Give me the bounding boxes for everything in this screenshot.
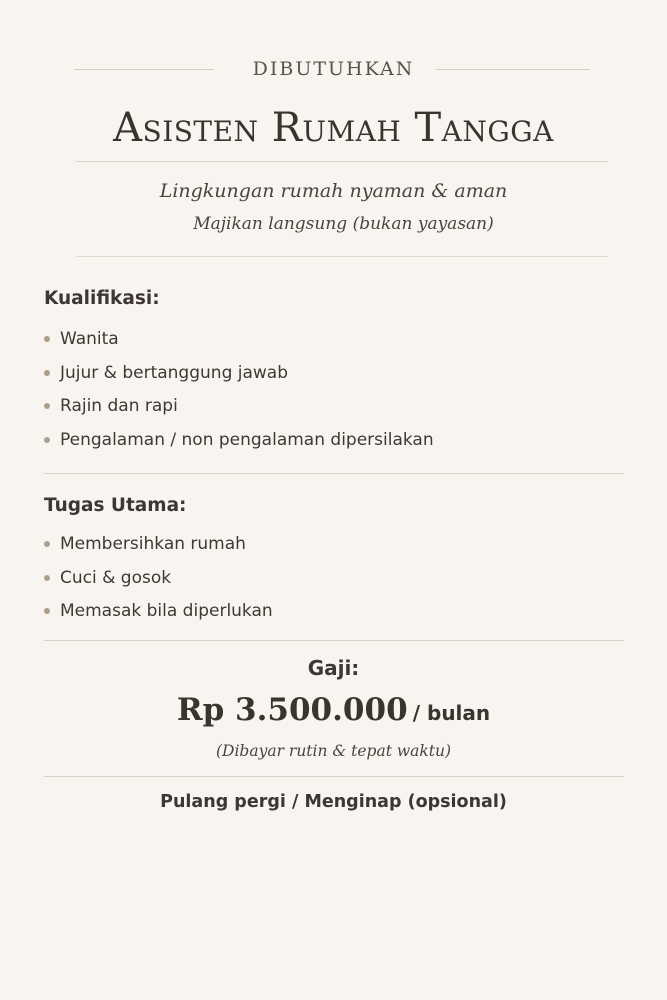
intro-line-1: Lingkungan rumah nyaman & aman	[159, 180, 508, 202]
kicker-row	[0, 58, 667, 82]
salary-note: (Dibayar rutin & tepat waktu)	[215, 742, 452, 760]
kicker-text: DIBUTUHKAN	[252, 58, 415, 80]
duties-list	[44, 533, 273, 634]
duties-heading: Tugas Utama:	[44, 495, 187, 516]
kicker-divider-right	[436, 69, 590, 70]
divider	[44, 473, 624, 474]
list-item-text: Jujur & bertanggung jawab	[60, 362, 289, 383]
list-item-text: Cuci & gosok	[60, 567, 172, 588]
divider	[76, 256, 608, 257]
list-item-text: Rajin dan rapi	[60, 396, 178, 416]
salary-amount: Rp 3.500.000	[176, 692, 408, 728]
list-item	[44, 328, 434, 362]
bullet-icon	[44, 370, 50, 376]
qualifications-heading: Kualifikasi:	[44, 288, 160, 309]
divider	[76, 161, 608, 162]
list-item	[44, 429, 434, 463]
bullet-icon	[44, 403, 50, 409]
bullet-icon	[44, 336, 50, 342]
salary-label: Gaji:	[307, 656, 360, 680]
divider	[44, 640, 624, 641]
intro-line-2: Majikan langsung (bukan yayasan)	[193, 214, 494, 234]
bullet-icon	[44, 541, 50, 547]
list-item	[44, 395, 434, 429]
page-title: Asisten Rumah Tangga	[113, 105, 554, 151]
list-item	[44, 533, 273, 567]
divider	[44, 776, 624, 777]
list-item	[44, 362, 434, 396]
list-item-text: Membersihkan rumah	[60, 534, 246, 554]
list-item	[44, 600, 273, 634]
list-item-text: Wanita	[60, 329, 119, 349]
bullet-icon	[44, 608, 50, 614]
list-item-text: Memasak bila diperlukan	[60, 601, 273, 621]
bullet-icon	[44, 575, 50, 581]
salary-period: / bulan	[412, 701, 491, 725]
salary-row	[0, 692, 667, 728]
stay-option: Pulang pergi / Menginap (opsional)	[160, 792, 507, 812]
qualifications-list	[44, 328, 434, 462]
list-item	[44, 567, 273, 601]
list-item-text: Pengalaman / non pengalaman dipersilakan	[60, 429, 434, 450]
bullet-icon	[44, 437, 50, 443]
